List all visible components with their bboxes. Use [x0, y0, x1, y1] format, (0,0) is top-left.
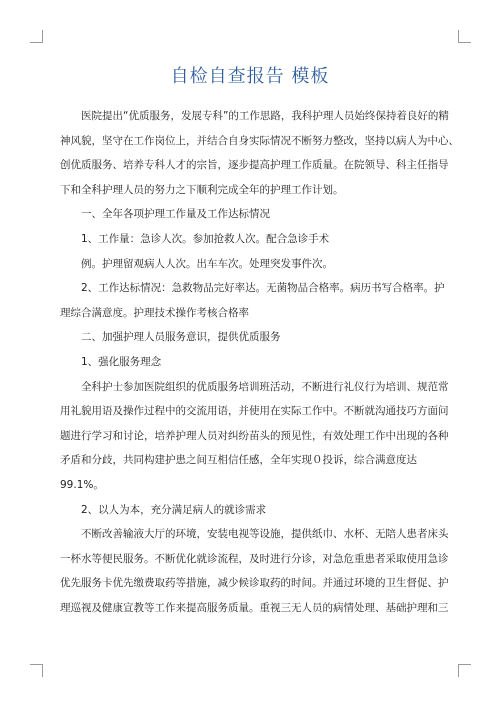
para-workload-line-1: 1、工作量：急诊人次。参加抢救人次。配合急诊手术 [81, 232, 330, 245]
crop-mark-bottom-left [30, 664, 43, 677]
para-needs-line-2: 一杯水等便民服务。不断优化就诊流程，及时进行分诊，对急危重患者采取使用急诊 [60, 552, 449, 565]
document-title: 自检自查报告 模板 [170, 66, 330, 87]
para-intro-line-2: 神风貌，坚守在工作岗位上，并结合自身实际情况不断努力整改，坚持以病人为中心、 [60, 134, 459, 147]
para-service-line-4: 矛盾和分歧，共同构建护患之间互相信任感，全年实现０投诉，综合满意度达 [60, 454, 417, 467]
para-standards-line-1: 2、工作达标情况：急救物品完好率达。无菌物品合格率。病历书写合格率。护 [81, 282, 445, 295]
heading-section-2: 二、加强护理人员服务意识，提供优质服务 [81, 331, 281, 344]
heading-section-1: 一、全年各项护理工作量及工作达标情况 [81, 208, 270, 221]
para-service-line-5: 99.1%。 [60, 478, 104, 491]
para-intro-line-3: 创优质服务、培养专科人才的宗旨，逐步提高护理工作质量。在院领导、科主任指导 [60, 159, 449, 172]
subheading-patient-needs: 2、以人为本，充分满足病人的就诊需求 [81, 503, 267, 516]
para-needs-line-4: 理巡视及健康宣教等工作来提高服务质量。重视三无人员的病情处理、基础护理和三 [60, 601, 449, 614]
subheading-service-concept: 1、强化服务理念 [81, 355, 162, 368]
crop-mark-top-right [458, 30, 471, 43]
para-service-line-1: 全科护士参加医院组织的优质服务培训班活动，不断进行礼仪行为培训、规范常 [81, 380, 449, 393]
para-intro-line-1: 医院提出“优质服务，发展专科”的工作思路，我科护理人员始终保持着良好的精 [81, 110, 449, 122]
para-service-line-2: 用礼貌用语及操作过程中的交流用语，并使用在实际工作中。不断就沟通技巧方面问 [60, 405, 449, 418]
crop-mark-top-left [30, 30, 43, 43]
para-standards-line-2: 理综合满意度。护理技术操作考核合格率 [60, 306, 249, 319]
para-needs-line-1: 不断改善输液大厅的环境，安装电视等设施，提供纸巾、水杯、无陪人患者床头 [81, 528, 449, 541]
crop-mark-bottom-right [458, 664, 471, 677]
para-service-line-3: 题进行学习和讨论，培养护理人员对纠纷苗头的预见性，有效处理工作中出现的各种 [60, 429, 449, 442]
para-workload-line-2: 例。护理留观病人人次。出车车次。处理突发事件次。 [81, 257, 333, 270]
document-body [60, 104, 459, 620]
para-needs-line-3: 优先服务卡优先缴费取药等措施，减少候诊取药的时间。并通过环境的卫生督促、护 [60, 577, 449, 590]
para-intro-line-4: 下和全科护理人员的努力之下顺利完成全年的护理工作计划。 [60, 183, 344, 196]
